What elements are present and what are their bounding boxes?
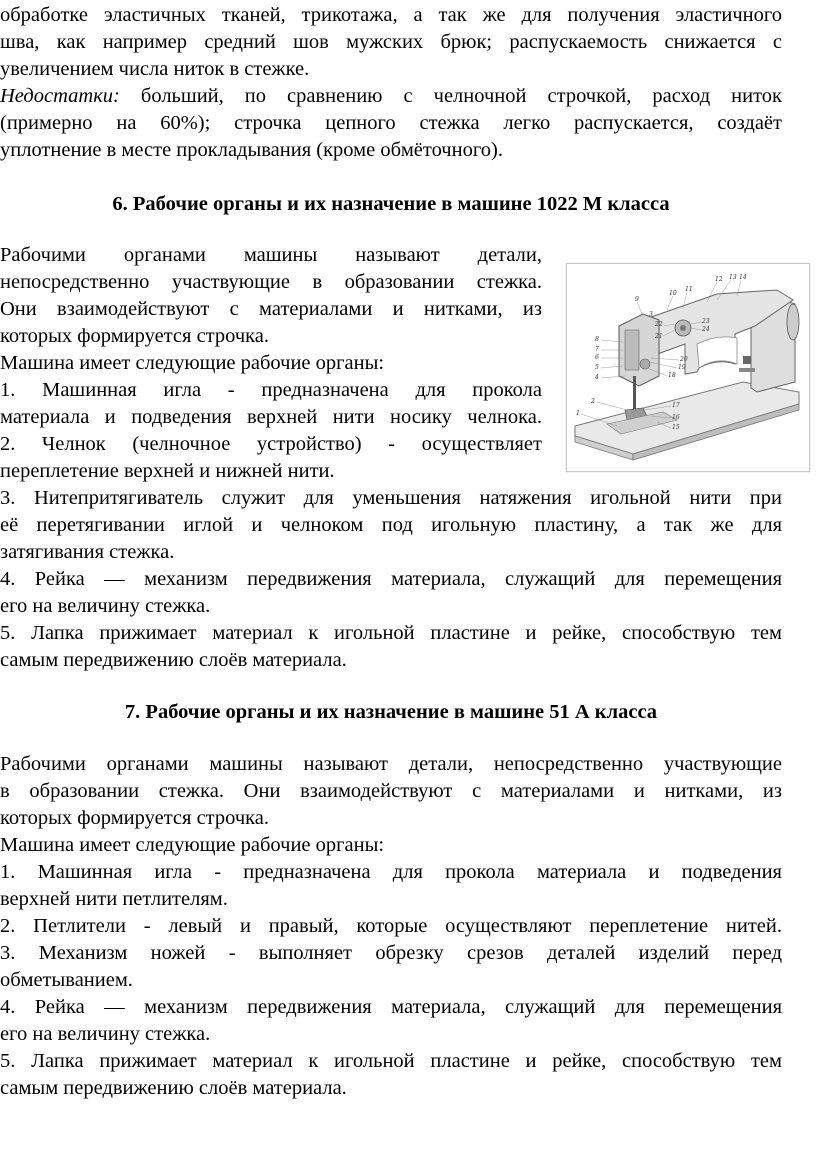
text-line: которых формируется строчка. bbox=[0, 807, 270, 829]
figure-label: 15 bbox=[672, 424, 680, 431]
text-line: 1. Машинная игла - предназначена для прокола bbox=[0, 379, 542, 401]
text-line: самым передвижению слоёв материала. bbox=[0, 1077, 347, 1099]
text-line: 4. Рейка — механизм передвижения материала, служащий для перемещения bbox=[0, 996, 782, 1018]
text-line: 3. Механизм ножей - выполняет обрезку срезов деталей изделий перед bbox=[0, 942, 782, 964]
text-line: уплотнение в месте прокладывания (кроме обмёточного). bbox=[0, 139, 503, 161]
text-span: больший, по сравнению с челночной строчкой, расход ниток bbox=[119, 85, 782, 107]
figure-label: 6 bbox=[595, 354, 599, 361]
sewing-machine-illustration bbox=[567, 264, 809, 471]
text-line: Машина имеет следующие рабочие органы: bbox=[0, 352, 385, 374]
figure-label: 5 bbox=[595, 364, 599, 371]
disadvantages-line bbox=[0, 83, 782, 110]
text-line: 4. Рейка — механизм передвижения материала, служащий для перемещения bbox=[0, 568, 782, 590]
section-7-text bbox=[0, 751, 782, 1102]
figure-label: 24 bbox=[702, 326, 710, 333]
section-6-full-text bbox=[0, 485, 782, 674]
text-line: верхней нити петлителям. bbox=[0, 888, 228, 910]
figure-label: 20 bbox=[680, 356, 688, 363]
figure-label: 12 bbox=[715, 276, 723, 283]
text-line: самым передвижению слоёв материала. bbox=[0, 649, 347, 671]
figure-label: 9 bbox=[635, 296, 639, 303]
figure-label: 3 bbox=[649, 311, 653, 318]
figure-label: 19 bbox=[678, 364, 686, 371]
text-line: шва, как например средний шов мужских брюк; распускаемость снижается с bbox=[0, 31, 782, 53]
text-line: 1. Машинная игла - предназначена для прокола материала и подведения bbox=[0, 861, 782, 883]
intro-paragraph bbox=[0, 2, 782, 164]
text-line: его на величину стежка. bbox=[0, 595, 211, 617]
figure-label: 18 bbox=[668, 372, 676, 379]
figure-label: 1 bbox=[576, 410, 580, 417]
text-line: 5. Лапка прижимает материал к игольной пластине и рейке, способствую тем bbox=[0, 622, 782, 644]
text-line: Рабочими органами машины называют детали, непосредственно участвующие bbox=[0, 753, 782, 775]
text-line: Рабочими органами машины называют детали, bbox=[0, 244, 542, 266]
figure-label: 4 bbox=[595, 374, 599, 381]
sewing-machine-figure bbox=[566, 263, 810, 472]
figure-label: 13 bbox=[729, 274, 737, 281]
figure-label: 17 bbox=[672, 402, 680, 409]
text-line: Они взаимодействуют с материалами и нитками, из bbox=[0, 298, 542, 320]
text-line: 3. Нитепритягиватель служит для уменьшения натяжения игольной нити при bbox=[0, 487, 782, 509]
text-line: её перетягивании иглой и челноком под игольную пластину, а так же для bbox=[0, 514, 782, 536]
figure-label: 2 bbox=[591, 398, 595, 405]
figure-label: 22 bbox=[655, 321, 663, 328]
text-line: его на величину стежка. bbox=[0, 1023, 211, 1045]
figure-label: 14 bbox=[739, 274, 747, 281]
text-line: в образовании стежка. Они взаимодействуют с материалами и нитками, из bbox=[0, 780, 782, 802]
text-line: затягивания стежка. bbox=[0, 541, 175, 563]
figure-label: 23 bbox=[702, 318, 710, 325]
section-7-heading: 7. Рабочие органы и их назначение в машине 51 А класса bbox=[124, 701, 658, 723]
text-line: 2. Челнок (челночное устройство) - осуществляет bbox=[0, 433, 542, 455]
section-6-heading: 6. Рабочие органы и их назначение в машине 1022 М класса bbox=[112, 193, 670, 215]
figure-label: 7 bbox=[595, 346, 599, 353]
section-6-narrow-text bbox=[0, 242, 542, 485]
figure-label: 8 bbox=[595, 336, 599, 343]
disadvantages-label: Недостатки: bbox=[0, 85, 120, 107]
text-line: непосредственно участвующие в образовании стежка. bbox=[0, 271, 542, 293]
text-line: обработке эластичных тканей, трикотажа, а так же для получения эластичного bbox=[0, 4, 782, 26]
figure-label: 11 bbox=[685, 286, 693, 293]
figure-label: 21 bbox=[655, 333, 663, 340]
text-line: материала и подведения верхней нити носику челнока. bbox=[0, 406, 542, 428]
text-line: переплетение верхней и нижней нити. bbox=[0, 460, 335, 482]
text-line: Машина имеет следующие рабочие органы: bbox=[0, 834, 385, 856]
text-line: которых формируется строчка. bbox=[0, 325, 270, 347]
figure-label: 10 bbox=[669, 290, 677, 297]
text-line: 2. Петлители - левый и правый, которые осуществляют переплетение нитей. bbox=[0, 915, 782, 937]
text-line: 5. Лапка прижимает материал к игольной пластине и рейке, способствую тем bbox=[0, 1050, 782, 1072]
text-line: (примерно на 60%); строчка цепного стежка легко распускается, создаёт bbox=[0, 112, 782, 134]
text-line: увеличением числа ниток в стежке. bbox=[0, 58, 310, 80]
figure-label: 16 bbox=[672, 414, 680, 421]
text-line: обметыванием. bbox=[0, 969, 133, 991]
